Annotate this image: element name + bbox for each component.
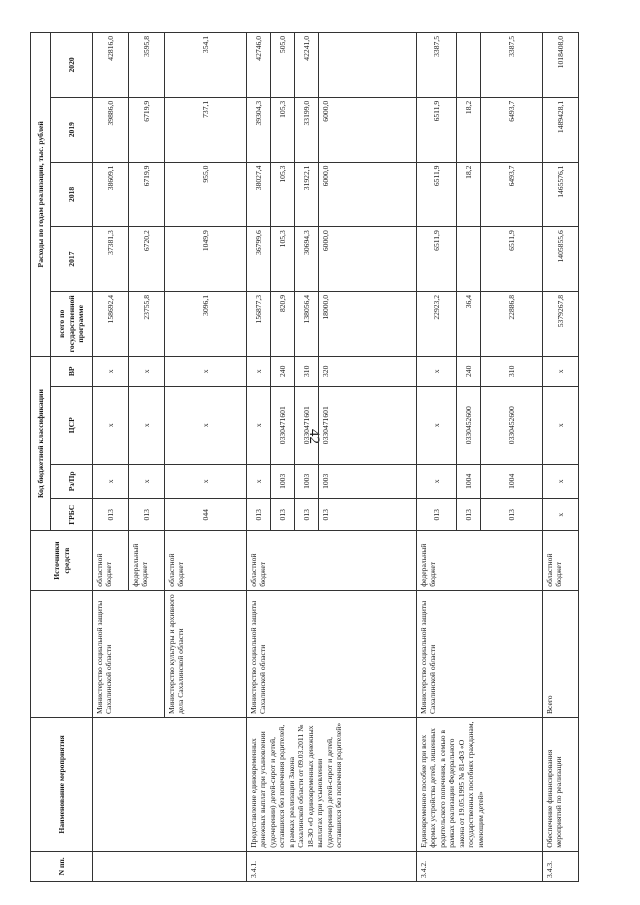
cell-csr: 0330471601	[319, 386, 417, 464]
cell-2017: 6720,2	[129, 227, 165, 292]
cell-2020: 3595,8	[129, 33, 165, 98]
cell-grbs: 013	[319, 499, 417, 531]
cell-rzpr: х	[165, 464, 247, 499]
cell-total: 23755,8	[129, 291, 165, 356]
cell-rzpr: 1003	[271, 464, 295, 499]
cell-csr: 0330452600	[457, 386, 481, 464]
cell-executor: Министерство социальной защиты Сахалинской области	[417, 590, 543, 717]
cell-2018: 1465576,1	[543, 162, 579, 227]
cell-source: областной бюджет	[165, 531, 247, 590]
cell-rzpr: х	[417, 464, 457, 499]
cell-source: федеральный бюджет	[129, 531, 165, 590]
cell-2020: 3387,5	[417, 33, 457, 98]
header-name: Наименование мероприятия	[31, 718, 93, 852]
cell-2018: 955,0	[165, 162, 247, 227]
header-2018: 2018	[51, 162, 93, 227]
header-rzpr: Рз/Пр	[51, 464, 93, 499]
cell-2017: 105,3	[271, 227, 295, 292]
cell-2017: 6511,9	[481, 227, 543, 292]
cell-2019: 6719,9	[129, 97, 165, 162]
cell-total: 22886,8	[481, 291, 543, 356]
cell-2019: 6511,9	[417, 97, 457, 162]
cell-csr: х	[543, 386, 579, 464]
cell-executor: Министерство культуры и архивного дела Сахалинской области	[165, 590, 247, 717]
cell-2018: 18,2	[457, 162, 481, 227]
cell-csr: х	[129, 386, 165, 464]
header-2019: 2019	[51, 97, 93, 162]
cell-name: Предоставление единовременных денежных выплат при усыновлении (удочерении) детей-сирот и детей, оставшихся без попечения родителей, в рамках реализации Закона Сахалинской области от 09.03.2011 № 18-ЗО «О единовременных денежных выплатах при усыновлении (удочерении) детей-сирот и детей, оставшихся без попечения родителей»	[247, 718, 417, 852]
cell-2020: 42746,0	[247, 33, 271, 98]
cell-total: 36,4	[457, 291, 481, 356]
cell-executor: Министерство социальной защиты Сахалинской области	[247, 590, 417, 717]
cell-total: 22923,2	[417, 291, 457, 356]
cell-2017: 30694,3	[295, 227, 319, 292]
cell-num	[93, 851, 247, 881]
cell-num: 3.4.1.	[247, 851, 417, 881]
cell-2019: 39886,0	[93, 97, 129, 162]
cell-grbs: х	[543, 499, 579, 531]
cell-2019: 33199,0	[295, 97, 319, 162]
header-total: всего по государственной программе	[51, 291, 93, 356]
cell-source: областной бюджет	[543, 531, 579, 590]
header-2017: 2017	[51, 227, 93, 292]
cell-2017: 37381,3	[93, 227, 129, 292]
cell-grbs: 013	[129, 499, 165, 531]
cell-2020: 42816,0	[93, 33, 129, 98]
cell-2019: 18,2	[457, 97, 481, 162]
cell-2019: 1489428,1	[543, 97, 579, 162]
cell-source: областной бюджет	[93, 531, 129, 590]
cell-vr: 310	[481, 356, 543, 386]
table-row	[543, 33, 579, 882]
cell-2019: 6493,7	[481, 97, 543, 162]
cell-csr: 0330471601	[271, 386, 295, 464]
cell-2018: 31922,1	[295, 162, 319, 227]
cell-vr: х	[93, 356, 129, 386]
cell-2017: 1049,9	[165, 227, 247, 292]
cell-grbs: 013	[417, 499, 457, 531]
budget-table	[30, 32, 579, 882]
cell-grbs: 013	[93, 499, 129, 531]
cell-total: 138056,4	[295, 291, 319, 356]
cell-total: 158692,4	[93, 291, 129, 356]
cell-rzpr: 1004	[457, 464, 481, 499]
cell-csr: 0330452600	[481, 386, 543, 464]
cell-grbs: 044	[165, 499, 247, 531]
cell-2018: 105,3	[271, 162, 295, 227]
cell-2018: 38027,4	[247, 162, 271, 227]
cell-total: 18000,0	[319, 291, 417, 356]
cell-total: 3096,1	[165, 291, 247, 356]
cell-grbs: 013	[481, 499, 543, 531]
cell-rzpr: х	[129, 464, 165, 499]
cell-rzpr: х	[543, 464, 579, 499]
cell-csr: х	[247, 386, 271, 464]
cell-2020: 505,0	[271, 33, 295, 98]
cell-csr: х	[93, 386, 129, 464]
cell-vr: х	[247, 356, 271, 386]
cell-csr: х	[417, 386, 457, 464]
cell-2017: 36799,6	[247, 227, 271, 292]
cell-csr: х	[165, 386, 247, 464]
cell-source: федеральный бюджет	[417, 531, 543, 590]
cell-num: 3.4.3.	[543, 851, 579, 881]
cell-grbs: 013	[271, 499, 295, 531]
cell-vr: 310	[295, 356, 319, 386]
cell-vr: 320	[319, 356, 417, 386]
rotated-table-wrapper	[30, 32, 565, 882]
cell-2017	[457, 227, 481, 292]
cell-total: 5379267,8	[543, 291, 579, 356]
table-row	[93, 33, 129, 882]
cell-2018: 6511,9	[417, 162, 457, 227]
cell-executor: Министерство социальной защиты Сахалинской области	[93, 590, 165, 717]
cell-executor: Всего	[543, 590, 579, 717]
cell-total: 156877,3	[247, 291, 271, 356]
cell-grbs: 013	[457, 499, 481, 531]
cell-rzpr: х	[93, 464, 129, 499]
cell-rzpr: 1003	[319, 464, 417, 499]
cell-grbs: 013	[247, 499, 271, 531]
cell-2020: 354,1	[165, 33, 247, 98]
page-number: 42	[306, 429, 322, 444]
cell-2020: 1018408,0	[543, 33, 579, 98]
cell-2019: 737,1	[165, 97, 247, 162]
cell-2018: 6719,9	[129, 162, 165, 227]
cell-2019: 105,3	[271, 97, 295, 162]
cell-2020: 42241,0	[295, 33, 319, 98]
header-grbs: ГРБС	[51, 499, 93, 531]
cell-2018: 6493,7	[481, 162, 543, 227]
cell-2018: 38609,1	[93, 162, 129, 227]
header-budget-classification: Код бюджетной классификации	[31, 356, 51, 531]
cell-rzpr: 1003	[295, 464, 319, 499]
cell-2019: 6000,0	[319, 97, 417, 162]
cell-num: 3.4.2.	[417, 851, 543, 881]
header-executor	[31, 590, 93, 717]
cell-total: 820,9	[271, 291, 295, 356]
cell-name: Обеспечение финансирования мероприятий по реализации	[543, 718, 579, 852]
header-num: N пп.	[31, 851, 93, 881]
header-sources: Источники средств	[31, 531, 93, 590]
cell-source: областной бюджет	[247, 531, 417, 590]
cell-vr: х	[165, 356, 247, 386]
cell-2020	[319, 33, 417, 98]
cell-grbs: 013	[295, 499, 319, 531]
cell-rzpr: 1004	[481, 464, 543, 499]
cell-rzpr: х	[247, 464, 271, 499]
table-row	[247, 33, 271, 882]
header-expenses: Расходы по годам реализации, тыс. рублей	[31, 33, 51, 357]
cell-csr: 0330471601	[295, 386, 319, 464]
cell-2018: 6000,0	[319, 162, 417, 227]
header-vr: ВР	[51, 356, 93, 386]
cell-vr: 240	[457, 356, 481, 386]
header-2020: 2020	[51, 33, 93, 98]
cell-vr: х	[129, 356, 165, 386]
cell-2020: 3387,5	[481, 33, 543, 98]
cell-vr: 240	[271, 356, 295, 386]
table-row	[417, 33, 457, 882]
cell-name: Единовременное пособие при всех формах устройства детей, лишенных родительского попечения, в семью в рамках реализации Федерального закона от 19.05.1995 № 81-ФЗ «О государственных пособиях гражданам, имеющим детей»	[417, 718, 543, 852]
cell-2020	[457, 33, 481, 98]
cell-name	[93, 718, 247, 852]
cell-2017: 6000,0	[319, 227, 417, 292]
cell-vr: х	[543, 356, 579, 386]
header-csr: ЦСР	[51, 386, 93, 464]
cell-2019: 39304,3	[247, 97, 271, 162]
cell-2017: 1405855,6	[543, 227, 579, 292]
cell-2017: 6511,9	[417, 227, 457, 292]
cell-vr: х	[417, 356, 457, 386]
